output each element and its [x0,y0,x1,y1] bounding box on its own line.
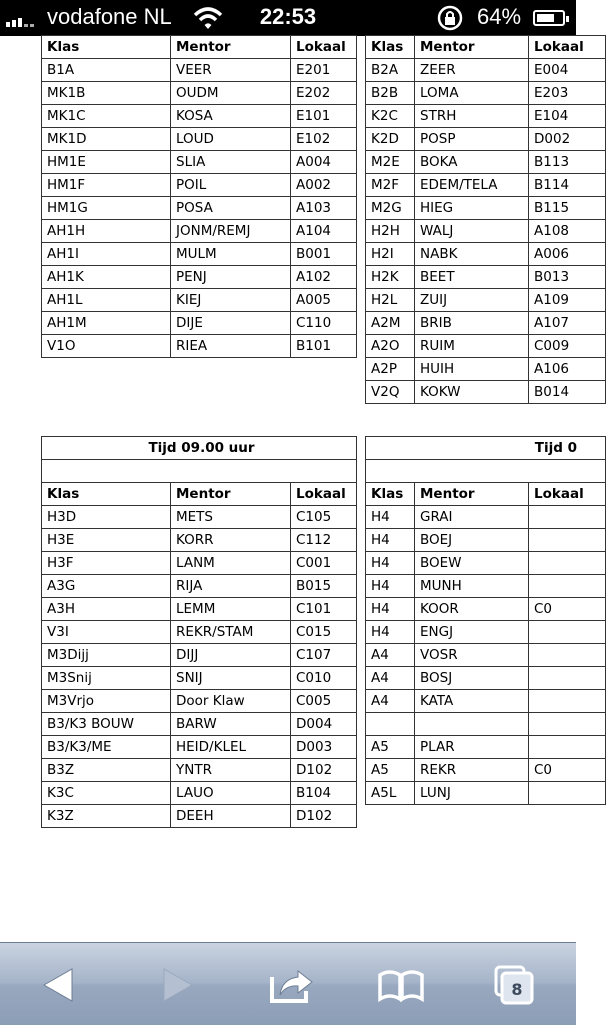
cell-lokaal [529,529,606,552]
cell-lokaal: A002 [291,174,357,197]
header-mentor: Mentor [171,36,291,59]
table-row [42,690,357,713]
table-row [42,197,357,220]
bookmarks-button[interactable] [376,963,426,1007]
cell-klas: A4 [366,644,415,667]
forward-arrow-icon [150,963,200,1007]
table-title-row [366,437,606,460]
table-row [42,59,357,82]
table-row [366,667,606,690]
cell-lokaal: C001 [291,552,357,575]
cell-mentor: ENGJ [415,621,529,644]
cell-mentor: MUNH [415,575,529,598]
cell-klas: M2G [366,197,415,220]
table-row [42,174,357,197]
table-row [366,266,606,289]
header-klas: Klas [42,36,171,59]
cell-mentor: ZEER [415,59,529,82]
table-row [42,128,357,151]
table-row [42,506,357,529]
table-row [42,105,357,128]
table-time-title: Tijd 09.00 uur [42,437,357,460]
table-row [366,713,606,736]
cell-mentor: DIJE [171,312,291,335]
table-row [366,335,606,358]
cell-mentor: SLIA [171,151,291,174]
cell-klas: AH1M [42,312,171,335]
cell-lokaal: B113 [529,151,606,174]
cell-mentor: BOSJ [415,667,529,690]
cell-mentor: PLAR [415,736,529,759]
cell-klas: AH1L [42,289,171,312]
cell-mentor: KORR [171,529,291,552]
cell-klas: A3G [42,575,171,598]
cell-mentor: BEET [415,266,529,289]
table-row [366,59,606,82]
forward-button[interactable] [150,963,200,1007]
cell-lokaal [529,621,606,644]
table-row [366,552,606,575]
table-row [42,289,357,312]
cell-lokaal: E203 [529,82,606,105]
cell-klas: A2O [366,335,415,358]
cell-mentor: KIEJ [171,289,291,312]
clock-time: 22:53 [259,4,317,29]
cell-lokaal: A005 [291,289,357,312]
cell-mentor: PENJ [171,266,291,289]
cell-mentor: STRH [415,105,529,128]
cell-lokaal [529,552,606,575]
table-row [366,197,606,220]
cell-mentor: KATA [415,690,529,713]
table-row [366,289,606,312]
cell-lokaal: B115 [529,197,606,220]
cell-klas: B2B [366,82,415,105]
carrier-name: vodafone NL [47,4,172,29]
cell-klas: M3Vrjo [42,690,171,713]
header-klas: Klas [42,483,171,506]
header-mentor: Mentor [415,36,529,59]
header-mentor: Mentor [415,483,529,506]
table-row [42,621,357,644]
cell-klas: H2K [366,266,415,289]
tabs-button[interactable] [490,963,540,1007]
cell-lokaal: D002 [529,128,606,151]
table-row [366,621,606,644]
cell-lokaal: C107 [291,644,357,667]
cell-klas: B3/K3 BOUW [42,713,171,736]
header-lokaal: Lokaal [529,483,606,506]
page-content[interactable] [0,36,584,942]
cell-mentor: HIEG [415,197,529,220]
table-header-row [42,36,357,59]
header-lokaal: Lokaal [529,36,606,59]
cell-mentor: LAUO [171,782,291,805]
table-row [42,782,357,805]
cell-klas: K3C [42,782,171,805]
klas-table-year-2 [365,35,606,404]
klas-table-year-3 [41,436,357,828]
cell-klas: H4 [366,621,415,644]
cell-mentor: NABK [415,243,529,266]
cell-lokaal: E202 [291,82,357,105]
back-arrow-icon [36,963,86,1007]
cell-lokaal: C015 [291,621,357,644]
cell-klas: V1O [42,335,171,358]
cell-klas: H2I [366,243,415,266]
cell-klas [366,713,415,736]
table-row [366,575,606,598]
table-row [42,266,357,289]
table-blank-row [366,460,606,483]
table-row [42,713,357,736]
cell-klas: MK1D [42,128,171,151]
cell-mentor: REKR/STAM [171,621,291,644]
cell-klas: HM1F [42,174,171,197]
header-klas: Klas [366,36,415,59]
cell-klas: H4 [366,506,415,529]
table-row [366,312,606,335]
cell-klas: H2H [366,220,415,243]
table-row [366,529,606,552]
battery-percentage: 64% [477,4,522,29]
klas-table-year-4 [365,436,606,805]
cell-mentor: YNTR [171,759,291,782]
table-row [366,506,606,529]
cell-lokaal [529,782,606,805]
table-row [366,598,606,621]
table-row [366,736,606,759]
table-row [42,312,357,335]
cell-lokaal [529,736,606,759]
header-lokaal: Lokaal [291,36,357,59]
cell-mentor: OUDM [171,82,291,105]
table-row [42,667,357,690]
table-row [42,644,357,667]
cell-klas: H2L [366,289,415,312]
cell-klas: H4 [366,552,415,575]
cell-mentor: GRAI [415,506,529,529]
cell-lokaal: E104 [529,105,606,128]
cell-klas: H3D [42,506,171,529]
cell-mentor: HUIH [415,358,529,381]
table-row [42,598,357,621]
table-row [366,644,606,667]
cell-klas: H4 [366,575,415,598]
cell-lokaal: A106 [529,358,606,381]
klas-table-year-1 [41,35,357,358]
table-row [42,243,357,266]
cell-lokaal [529,667,606,690]
cell-klas: H4 [366,598,415,621]
table-row [366,174,606,197]
cell-lokaal: B013 [529,266,606,289]
browser-toolbar [0,942,576,1025]
cell-mentor: KOSA [171,105,291,128]
cell-lokaal: A109 [529,289,606,312]
table-time-title [366,437,606,460]
cell-mentor: VOSR [415,644,529,667]
table-row [366,243,606,266]
cell-klas: AH1H [42,220,171,243]
table-header-row [366,483,606,506]
cell-lokaal: B101 [291,335,357,358]
table-row [42,736,357,759]
cell-lokaal: A107 [529,312,606,335]
cell-klas: B2A [366,59,415,82]
cell-klas: M3Dijj [42,644,171,667]
table-row [42,151,357,174]
cell-lokaal: C105 [291,506,357,529]
table-row [42,805,357,828]
cell-mentor: KOKW [415,381,529,404]
header-lokaal: Lokaal [291,483,357,506]
cell-lokaal: B015 [291,575,357,598]
cell-mentor: MULM [171,243,291,266]
cell-mentor: POSP [415,128,529,151]
table-row [42,552,357,575]
table-row [366,358,606,381]
cell-lokaal: B001 [291,243,357,266]
table-row [42,82,357,105]
header-mentor: Mentor [171,483,291,506]
cell-mentor: BOEW [415,552,529,575]
cell-mentor: LEMM [171,598,291,621]
cell-klas: V3I [42,621,171,644]
table-row [366,82,606,105]
table-row [366,151,606,174]
cell-klas: H3E [42,529,171,552]
cell-lokaal: A104 [291,220,357,243]
table-row [366,690,606,713]
cell-lokaal: D102 [291,759,357,782]
cell-lokaal: C009 [529,335,606,358]
table-row [366,220,606,243]
cell-klas: A2P [366,358,415,381]
cell-mentor: DIJJ [171,644,291,667]
cell-klas: A4 [366,690,415,713]
cell-klas: M2F [366,174,415,197]
cell-klas: A5 [366,736,415,759]
cell-mentor [415,713,529,736]
cell-lokaal: C101 [291,598,357,621]
cell-klas: HM1E [42,151,171,174]
cell-lokaal: C110 [291,312,357,335]
table-row [42,759,357,782]
cell-mentor: REKR [415,759,529,782]
cell-mentor: ZUIJ [415,289,529,312]
cell-lokaal: B104 [291,782,357,805]
cell-klas: AH1I [42,243,171,266]
table-row [366,381,606,404]
cell-klas: K3Z [42,805,171,828]
cell-klas: K2C [366,105,415,128]
status-bar [0,0,576,36]
blank-cell [42,460,357,483]
cell-klas: B3/K3/ME [42,736,171,759]
cell-klas: AH1K [42,266,171,289]
cell-mentor: SNIJ [171,667,291,690]
cell-mentor: RIJA [171,575,291,598]
cell-lokaal: B014 [529,381,606,404]
table-row [42,335,357,358]
table-row [42,575,357,598]
cell-klas: A5L [366,782,415,805]
cell-lokaal: E101 [291,105,357,128]
table-header-row [42,483,357,506]
cell-lokaal: A103 [291,197,357,220]
table-title-row [42,437,357,460]
rotation-lock-icon [435,4,465,37]
cell-lokaal: B114 [529,174,606,197]
cell-lokaal: C0 [529,598,606,621]
cell-mentor: WALJ [415,220,529,243]
table-row [42,529,357,552]
cell-mentor: HEID/KLEL [171,736,291,759]
table-header-row [366,36,606,59]
cell-mentor: BOKA [415,151,529,174]
cell-lokaal [529,713,606,736]
share-icon [266,963,316,1007]
cell-lokaal: C0 [529,759,606,782]
cell-mentor: JONM/REMJ [171,220,291,243]
table-row [366,759,606,782]
cell-mentor: RUIM [415,335,529,358]
cell-klas: A5 [366,759,415,782]
cell-mentor: LANM [171,552,291,575]
cell-lokaal: A004 [291,151,357,174]
cell-klas: K2D [366,128,415,151]
table-time-title-text: Tijd 0 [534,440,578,456]
cell-klas: A4 [366,667,415,690]
cell-mentor: LOUD [171,128,291,151]
cell-lokaal [529,575,606,598]
cell-lokaal: D004 [291,713,357,736]
table-blank-row [42,460,357,483]
table-row [366,782,606,805]
cell-klas: H3F [42,552,171,575]
cell-mentor: Door Klaw [171,690,291,713]
cell-klas: MK1B [42,82,171,105]
table-row [42,220,357,243]
cell-klas: B3Z [42,759,171,782]
tab-count: 8 [511,979,523,999]
cell-mentor: EDEM/TELA [415,174,529,197]
back-button[interactable] [36,963,86,1007]
cell-lokaal: D003 [291,736,357,759]
battery-icon [533,10,565,26]
cell-klas: V2Q [366,381,415,404]
cell-mentor: POIL [171,174,291,197]
cell-klas: MK1C [42,105,171,128]
table-row [366,105,606,128]
cell-lokaal: E004 [529,59,606,82]
table-row [366,128,606,151]
cell-mentor: BOEJ [415,529,529,552]
blank-cell [366,460,606,483]
cell-mentor: LUNJ [415,782,529,805]
cell-lokaal [529,690,606,713]
cell-lokaal [529,506,606,529]
cell-mentor: BARW [171,713,291,736]
cell-lokaal [529,644,606,667]
share-button[interactable] [266,963,316,1007]
cell-mentor: RIEA [171,335,291,358]
cell-klas: H4 [366,529,415,552]
cell-mentor: POSA [171,197,291,220]
cell-mentor: DEEH [171,805,291,828]
cell-lokaal: C010 [291,667,357,690]
cell-mentor: BRIB [415,312,529,335]
cell-mentor: VEER [171,59,291,82]
cell-mentor: KOOR [415,598,529,621]
bookmarks-book-icon [376,963,426,1007]
cell-lokaal: E201 [291,59,357,82]
cell-lokaal: A006 [529,243,606,266]
cell-lokaal: E102 [291,128,357,151]
cell-klas: HM1G [42,197,171,220]
cell-klas: A3H [42,598,171,621]
cell-lokaal: C005 [291,690,357,713]
cell-klas: M2E [366,151,415,174]
cell-lokaal: A108 [529,220,606,243]
cell-lokaal: C112 [291,529,357,552]
cell-klas: B1A [42,59,171,82]
cell-klas: M3Snij [42,667,171,690]
cell-lokaal: A102 [291,266,357,289]
cell-mentor: LOMA [415,82,529,105]
cell-lokaal: D102 [291,805,357,828]
header-klas: Klas [366,483,415,506]
cell-klas: A2M [366,312,415,335]
cell-mentor: METS [171,506,291,529]
